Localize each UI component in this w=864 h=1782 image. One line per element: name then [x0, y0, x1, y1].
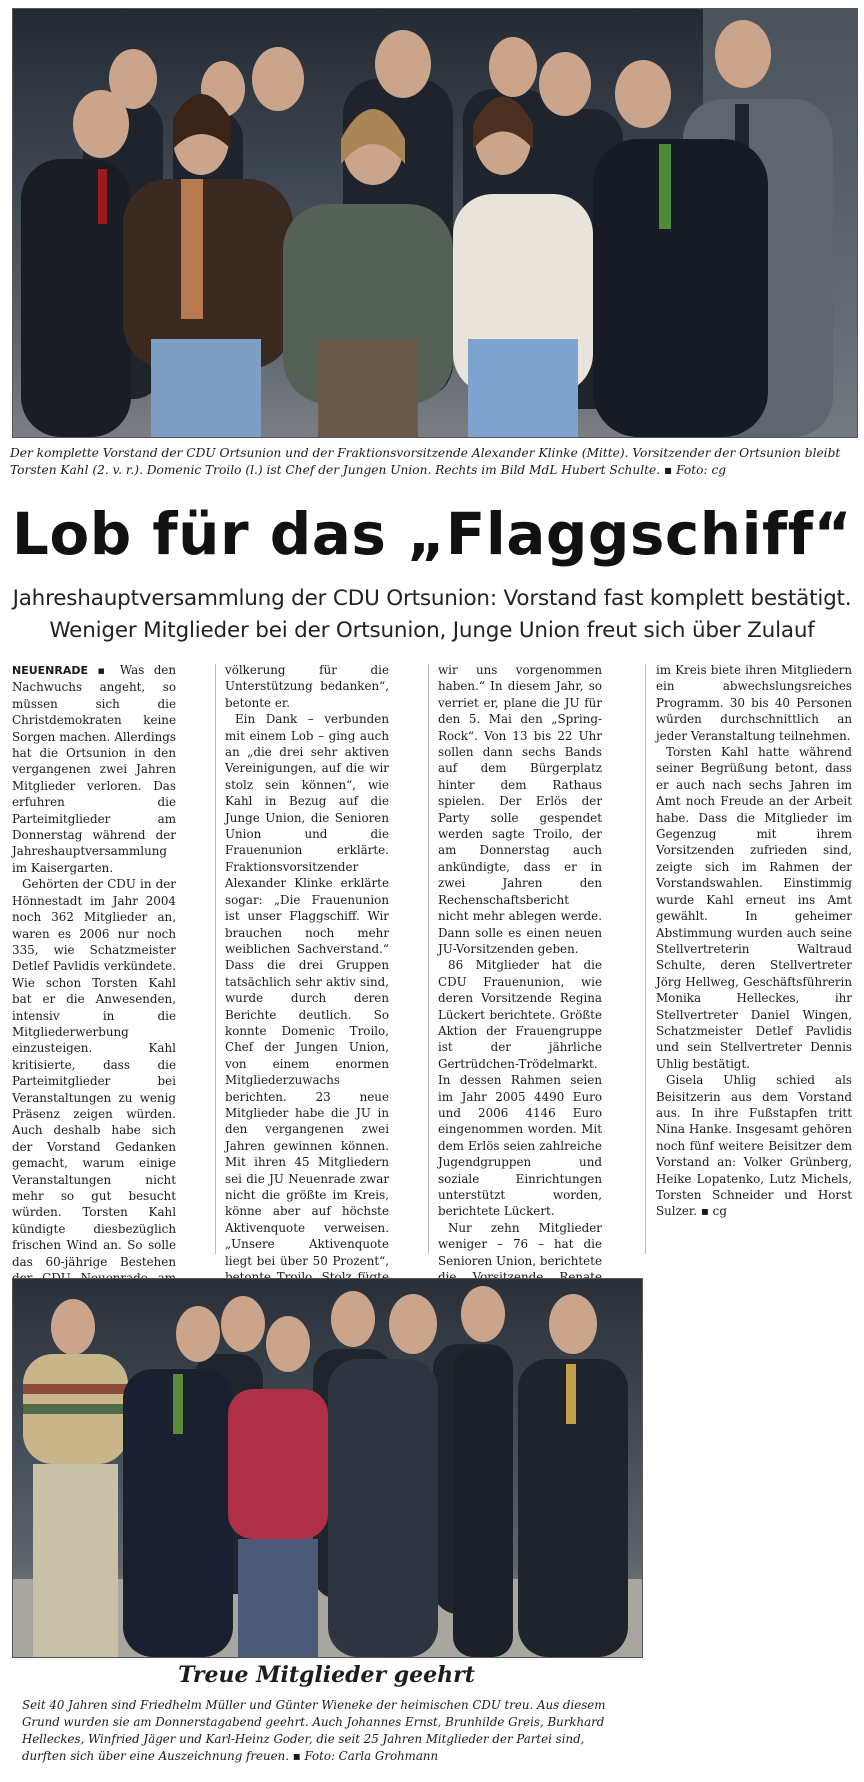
top-group-photo — [12, 8, 858, 438]
col3-para-1: wir uns vorgenommen haben.“ In diesem Jahr, so verriet er, plane die JU für den 5. Mai den „Spring-Rock“. Von 13 bis 22 Uhr sollen dann sechs Bands auf dem Bürgerplatz hinter dem Rathaus spielen. Der Erlös der Party solle gespendet werden sagte Troilo, der am Donnerstag auch ankündigte, dass er in zwei Jahren den Rechenschaftsbericht nicht mehr ablegen werde. Dann solle es einen neuen JU-Vorsitzenden geben. — [438, 663, 602, 956]
col2-para-1: völkerung für die Unterstützung bedanken“, betonte er. — [225, 663, 389, 710]
bottom-photo-caption: Seit 40 Jahren sind Friedhelm Müller und Günter Wieneke der heimischen CDU treu. Aus diesem Grund wurden sie am Donnerstagabend geehrt. Auch Johannes Ernst, Brunhilde Greis, Burkhard Helleckes, Winfried Jäger und Karl-Heinz Goder, die seit 25 Jahren Mitglieder der Partei sind, durften sich über eine Auszeichnung freuen. ▪ Foto: Carla Grohmann — [22, 1698, 606, 1763]
article-column-4 — [656, 662, 852, 1220]
group-photo-icon — [13, 9, 857, 437]
dateline: NEUENRADE ▪ — [12, 664, 111, 677]
col1-para-1: NEUENRADE ▪ Was den Nachwuchs angeht, so müssen sich die Christdemokraten keine Sorgen machen. Allerdings hat die Ortsunion in den vergangenen zwei Jahren Mitglieder verloren. Das erfuhren die Parteimitglieder am Donnerstag während der Jahreshauptversammlung im Kaisergarten. — [12, 663, 176, 875]
article-column-1 — [12, 662, 176, 1352]
headline: Lob für das „Flaggschiff“ — [11, 500, 853, 568]
col3-para-2: 86 Mitglieder hat die CDU Frauenunion, wie deren Vorsitzende Regina Lückert berichtete. Größte Aktion der Frauengruppe ist der jährliche Gertrüdchen-Trödelmarkt. In dessen Rahmen seien im Jahr 2005 4490 Euro und 2006 4146 Euro eingenommen worden. Mit dem Erlös seien zahlreiche Jugendgruppen und soziale Einrichtungen unterstützt worden, berichtete Lückert. — [438, 958, 602, 1219]
col2-para-2: Ein Dank – verbunden mit einem Lob – ging auch an „die drei sehr aktiven Vereinigungen, auf die wir stolz sein können“, wie Kahl in Bezug auf die Junge Union, die Senioren Union und die Frauenunion erklärte. Fraktionsvorsitzender Alexander Klinke erklärte sogar: „Die Frauenunion ist unser Flaggschiff. Wir brauchen noch mehr weiblichen Sachverstand.“ Dass die drei Gruppen tatsächlich sehr aktiv sind, wurde durch deren Berichte deutlich. So konnte Domenic Troilo, Chef der Jungen Union, von einem enormen Mitgliederzuwachs berichten. 23 neue Mitglieder habe die JU in den vergangenen zwei Jahren gewinnen können. Mit ihren 45 Mitgliedern sei die JU Neuenrade zwar nicht die größte im Kreis, könne aber auf höchste Aktivenquote verweisen. „Unsere Aktivenquote liegt bei über 50 Prozent“, — [225, 712, 389, 1268]
col4-para-2: Torsten Kahl hatte während seiner Begrüßung betont, dass er auch nach sechs Jahren im Amt noch Freude an der Arbeit habe. Dass die Mitglieder im Gegenzug mit ihrem Vorsitzenden zufrieden sind, zeigte sich im Rahmen der Vorstandswahlen. Einstimmig wurde Kahl erneut ins Amt gewählt. In geheimer Abstimmung wurden auch seine Stellvertreterin Waltraud Schulte, deren Stellvertreter Jörg Hellweg, Geschäftsführerin Monika Helleckes, ihr Stellvertreter Daniel Wingen, Schatzmeister Detlef Pavlidis und sein Stellvertreter Dennis Uhlig bestätigt. — [656, 745, 852, 1071]
top-photo-caption: Der komplette Vorstand der CDU Ortsunion und der Fraktionsvorsitzende Alexander Klinke (Mitte). Vorsitzender der Ortsunion bleibt Torsten Kahl (2. v. r.). Domenic Troilo (l.) ist Chef der Jungen Union. Rechts im Bild MdL Hubert Schulte. ▪ Foto: cg — [10, 446, 841, 477]
bottom-photo-title: Treue Mitglieder geehrt — [178, 1662, 475, 1688]
bottom-group-photo — [12, 1278, 643, 1658]
subheadline-2: Weniger Mitglieder bei der Ortsunion, Junge Union freut sich über Zulauf — [49, 618, 815, 643]
column-divider — [645, 664, 646, 1254]
col3-para-3: Nur zehn Mitglieder weniger – 76 – hat die Senioren Union, berichtete — [438, 1220, 602, 1268]
subheadline-1: Jahreshauptversammlung der CDU Ortsunion: Vorstand fast komplett bestätigt. — [12, 586, 852, 611]
col1-para-2: Gehörten der CDU in der Hönnestadt im Jahr 2004 noch 362 Mitglieder an, waren es 2006 nur noch 335, wie Schatzmeister Detlef Pavlidis verkündete. Wie schon Torsten Kahl bat er die Anwesenden, intensiv in die Mitgliederwerbung einzusteigen. Kahl kritisierte, dass die Parteimitglieder bei Veranstaltungen zu wenig Präsenz zeigen würden. Auch deshalb habe sich der Vorstand Gedanken gemacht, warum einige Veranstaltungen nicht mehr so gut besucht würden. Torsten Kahl kündigte diesbezüglich frischen Wind an. So solle das 60-jährige Bestehen — [12, 877, 176, 1269]
column-divider — [215, 664, 216, 1254]
col4-para-1: im Kreis biete ihren Mitgliedern ein abwechslungsreiches Programm. 30 bis 40 Personen würden durchschnittlich an jeder Veranstaltung teilnehmen. — [656, 663, 852, 743]
group-photo-icon — [13, 1279, 642, 1657]
article-column-2 — [225, 662, 389, 1335]
col4-para-3: Gisela Uhlig schied als Beisitzerin aus dem Vorstand aus. In ihre Fußstapfen tritt Nina Hanke. Insgesamt gehören noch fünf weitere Beisitzer dem Vorstand an: Volker Grünberg, Heike Lopatenko, Lutz Michels, Torsten Schneider und Horst Sulzer. ▪ cg — [656, 1073, 852, 1219]
article-column-3 — [438, 662, 602, 1335]
column-divider — [428, 664, 429, 1254]
